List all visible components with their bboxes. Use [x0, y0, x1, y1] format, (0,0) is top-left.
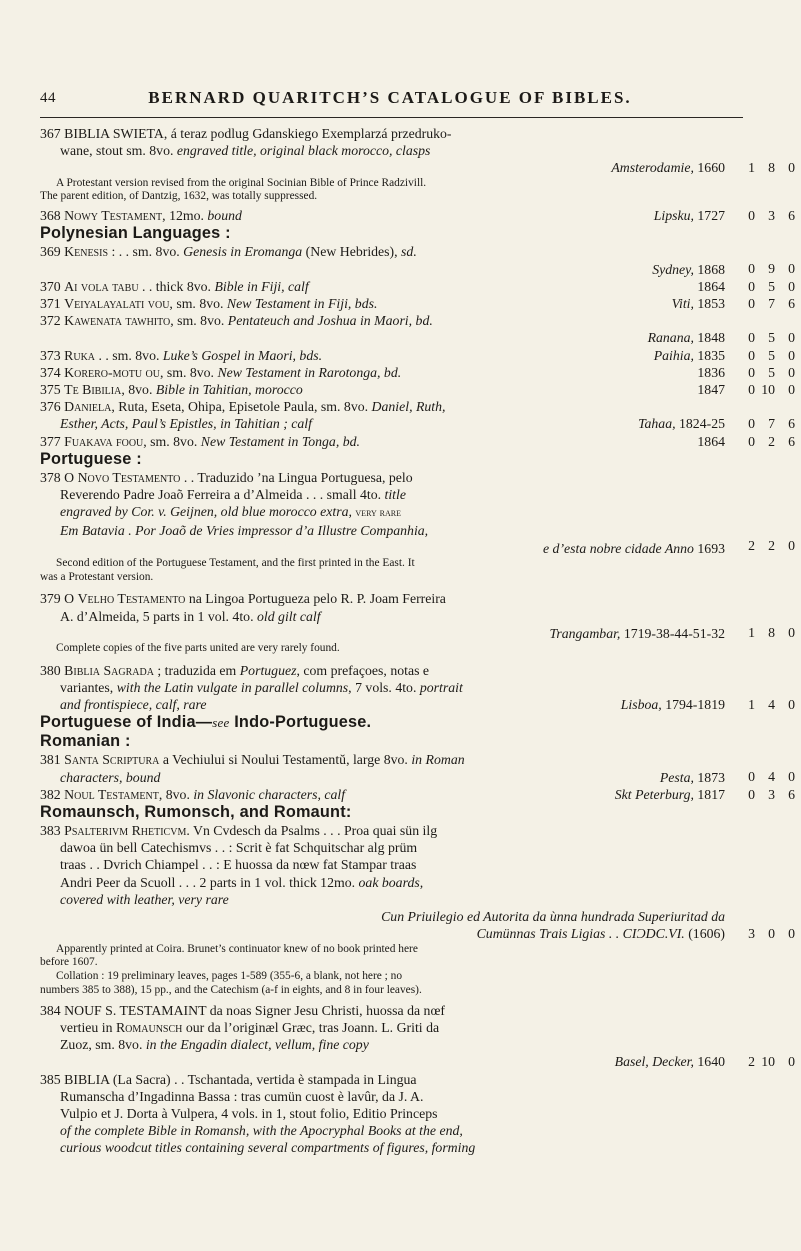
price — [735, 537, 795, 554]
text-run: 381 — [40, 752, 65, 768]
price-pence: 0 — [788, 696, 795, 712]
price-shillings: 3 — [768, 786, 775, 802]
text-run: 383 — [40, 823, 65, 839]
text-run: , sm. 8vo. — [143, 433, 201, 449]
entry-line — [40, 522, 725, 539]
entry-385 — [40, 1071, 795, 1157]
entry-line — [40, 295, 725, 312]
price-pence: 0 — [788, 382, 795, 398]
price — [735, 1053, 795, 1070]
text-run: oak boards, — [358, 874, 424, 890]
imprint-year: 1864 — [697, 278, 725, 294]
price — [735, 786, 795, 803]
text-run: a Vechiului si Noului Testamentŭ, large 8vo. — [159, 752, 412, 768]
see-reference: see — [212, 715, 230, 731]
text-run: Santa Scriptura — [64, 752, 160, 768]
text-run: 372 — [40, 313, 65, 329]
text-run: , com prefaçoes, notas e — [296, 662, 430, 678]
price-shillings: 2 — [768, 433, 775, 449]
price-pounds: 1 — [748, 696, 755, 712]
price — [735, 364, 795, 381]
text-run: Te Bibilia — [64, 382, 122, 398]
text-run: Fuakava foou — [64, 433, 144, 449]
price-shillings: 10 — [761, 1053, 775, 1069]
price — [735, 278, 795, 295]
entry-line — [40, 415, 725, 432]
imprint-place: Pesta, — [659, 769, 698, 785]
imprint-year: 1847 — [697, 382, 725, 398]
price-shillings: 5 — [768, 347, 775, 363]
section-heading: Romanian : — [40, 732, 131, 751]
section-heading — [40, 713, 795, 732]
text-run: in the Engadin dialect, vellum, fine copy — [145, 1037, 369, 1053]
price-shillings: 5 — [768, 330, 775, 346]
imprint-year: 1817 — [697, 786, 725, 802]
text-run: na Lingoa Portugueza pelo R. P. Joam Ferreira — [185, 591, 446, 607]
entry-imprint — [40, 261, 725, 278]
price — [735, 624, 795, 641]
entry-line: Vulpio et J. Dorta à Vulpera, 4 vols. in 1, stout folio, Editio Princeps — [60, 1105, 438, 1121]
text-run: ; traduzida em — [153, 662, 240, 678]
entry-367 — [40, 125, 795, 204]
text-run: Esther, Acts, Paul’s Epistles, in Tahitian ; calf — [60, 416, 312, 432]
price-pounds: 0 — [748, 261, 755, 277]
text-run: 380 — [40, 662, 65, 678]
text-run: in Slavonic characters, calf — [193, 786, 346, 802]
imprint-year: 1640 — [697, 1054, 725, 1070]
price-shillings: 0 — [768, 926, 775, 942]
text-run: Romaunsch — [115, 1019, 183, 1035]
entry-note: was a Protestant version. — [40, 570, 154, 583]
imprint-year: 1848 — [697, 330, 725, 346]
imprint-year: 1824-25 — [679, 416, 725, 432]
section-heading: Portuguese : — [40, 449, 142, 468]
imprint-year: 1719-38-44-51-32 — [623, 625, 725, 641]
price — [735, 207, 795, 224]
entry-line — [40, 679, 725, 696]
price-shillings: 7 — [768, 296, 775, 312]
text-run: Kawenata tawhito — [64, 313, 171, 329]
entry-373 — [40, 347, 795, 364]
imprint-year: 1868 — [697, 261, 725, 277]
price — [735, 295, 795, 312]
text-run: Novo Testamento — [77, 469, 181, 485]
text-run: 373 — [40, 347, 65, 363]
text-run: 371 — [40, 296, 65, 312]
running-head — [40, 88, 740, 114]
price-pounds: 0 — [748, 330, 755, 346]
text-run: Psalterivm Rheticvm — [64, 823, 187, 839]
text-run: , Ruta, Eseta, Ohipa, Episetole Paula, sm. 8vo. — [111, 399, 372, 415]
entry-line — [40, 312, 725, 329]
entry-line — [40, 751, 725, 768]
price-pence: 6 — [788, 433, 795, 449]
text-run: Ai vola tabu — [64, 278, 139, 294]
entry-line — [40, 486, 725, 503]
entry-line — [40, 398, 725, 415]
text-run: 368 — [40, 208, 65, 224]
entry-383 — [40, 822, 795, 998]
price — [735, 696, 795, 713]
price — [735, 159, 795, 176]
price — [735, 381, 795, 398]
text-run: Portuguez — [239, 662, 297, 678]
catalogue-body — [40, 125, 795, 1157]
text-run: in Roman — [411, 752, 465, 768]
price-pence: 0 — [788, 537, 795, 553]
text-run: Pentateuch and Joshua in Maori, bd. — [227, 313, 433, 329]
text-run: . . sm. 8vo. — [95, 347, 163, 363]
price-pence: 6 — [788, 416, 795, 432]
price-pounds: 0 — [748, 416, 755, 432]
text-run: , sm. 8vo. — [169, 296, 227, 312]
text-run: vertieu in — [60, 1019, 116, 1035]
text-run: and frontispiece, calf, rare — [60, 697, 207, 713]
price-pounds: 3 — [748, 926, 755, 942]
section-heading: Romaunsch, Rumonsch, and Romaunt: — [40, 803, 352, 822]
text-run: Korero-motu ou — [64, 364, 160, 380]
entry-line — [40, 1139, 725, 1156]
entry-line — [40, 608, 725, 625]
text-run: , 7 vols. 4to. — [348, 680, 420, 696]
text-run: 374 — [40, 364, 65, 380]
imprint-place: Skt Peterburg, — [614, 786, 698, 802]
text-run: Daniel, Ruth, — [371, 399, 446, 415]
text-run: A. d’Almeida, 5 parts in 1 vol. 4to. — [60, 608, 257, 624]
entry-imprint — [40, 625, 725, 642]
price-pounds: 0 — [748, 296, 755, 312]
text-run: 382 — [40, 786, 65, 802]
entry-imprint — [40, 540, 725, 557]
text-run: 375 — [40, 382, 65, 398]
text-run: Bible in Fiji, calf — [214, 278, 309, 294]
price-shillings: 9 — [768, 261, 775, 277]
text-run: , sm. 8vo. — [159, 364, 218, 380]
text-run: sd. — [401, 244, 417, 260]
entry-380 — [40, 662, 795, 714]
text-run: 370 — [40, 278, 65, 294]
entry-imprint — [40, 925, 725, 942]
imprint-place: e d’esta nobre cidade Anno — [542, 540, 698, 556]
entry-369 — [40, 243, 795, 277]
entry-imprint — [40, 159, 725, 176]
text-run: very rare — [355, 507, 401, 520]
price-pounds: 0 — [748, 347, 755, 363]
entry-378 — [40, 469, 795, 585]
entry-line — [40, 874, 725, 891]
entry-line — [40, 662, 725, 679]
imprint-place: Cun Priuilegio ed Autorita da ùnna hundrada Superiuritad da — [381, 909, 725, 925]
entry-line — [40, 1019, 725, 1036]
price — [735, 415, 795, 432]
text-run: Biblia Sagrada — [64, 662, 154, 678]
entry-382 — [40, 786, 795, 803]
entry-line — [40, 891, 725, 908]
text-run: Kenesis — [64, 244, 109, 260]
imprint-year: (1606) — [688, 926, 725, 942]
price-shillings: 5 — [768, 364, 775, 380]
text-run: Bible in Tahitian, morocco — [155, 382, 303, 398]
entry-line — [40, 696, 725, 713]
price-pence: 0 — [788, 625, 795, 641]
entry-374 — [40, 364, 795, 381]
imprint-year: 1836 — [697, 364, 725, 380]
entry-line — [40, 364, 725, 381]
price — [735, 433, 795, 450]
entry-imprint — [40, 1053, 725, 1070]
text-run: of the complete Bible in Romansh, with the Apocryphal Books at the end, — [60, 1123, 463, 1139]
imprint-year: 1835 — [697, 347, 725, 363]
entry-note: Collation : 19 preliminary leaves, pages 1-589 (355-6, a blank, not here ; no — [56, 970, 403, 983]
price-pence: 0 — [788, 1053, 795, 1069]
price-pence: 0 — [788, 330, 795, 346]
text-run: Daniela — [64, 399, 112, 415]
entry-line — [40, 786, 725, 803]
imprint-year: 1864 — [697, 433, 725, 449]
text-run: Genesis in Eromanga — [183, 244, 303, 260]
price-pounds: 0 — [748, 769, 755, 785]
text-run: wane, stout sm. 8vo. — [60, 143, 177, 159]
price-pence: 0 — [788, 278, 795, 294]
price-pence: 0 — [788, 160, 795, 175]
text-run: 378 O — [40, 469, 78, 485]
imprint-place: Lisboa, — [620, 697, 666, 713]
entry-381 — [40, 751, 795, 785]
price-pence: 0 — [788, 364, 795, 380]
price-pounds: 1 — [748, 160, 755, 175]
imprint-year: 1660 — [697, 160, 725, 176]
text-run: 376 — [40, 399, 65, 415]
text-run: bound — [207, 208, 242, 224]
text-run: portrait — [419, 680, 463, 696]
price-pence: 0 — [788, 347, 795, 363]
price-shillings: 4 — [768, 769, 775, 785]
entry-370 — [40, 278, 795, 295]
entry-line — [40, 469, 725, 486]
price-pounds: 2 — [748, 537, 755, 553]
price-shillings: 7 — [768, 416, 775, 432]
entry-376 — [40, 398, 795, 432]
price-pounds: 2 — [748, 1053, 755, 1069]
entry-371 — [40, 295, 795, 312]
imprint-year: 1853 — [697, 296, 725, 312]
text-run: Luke’s Gospel in Maori, bds. — [162, 347, 323, 363]
text-run: Noul Testament — [64, 786, 159, 802]
entry-line: 384 NOUF S. TESTAMAINT da noas Signer Jesu Christi, huossa da nœf — [40, 1002, 446, 1018]
price — [735, 260, 795, 277]
section-text: Portuguese of India— — [40, 713, 213, 732]
text-run: : . . sm. 8vo. — [108, 244, 184, 260]
text-run: , sm. 8vo. — [170, 313, 228, 329]
text-run: Em Batavia . Por Joaõ de Vries impressor d’a Illustre Companhia, — [60, 523, 429, 539]
price — [735, 768, 795, 785]
text-run: New Testament in Tonga, bd. — [200, 433, 360, 449]
price — [735, 925, 795, 942]
entry-line — [40, 1122, 725, 1139]
entry-note: A Protestant version revised from the original Socinian Bible of Prince Radzivill. — [56, 176, 427, 189]
entry-384 — [40, 1002, 795, 1071]
price-pence: 6 — [788, 208, 795, 224]
price-pounds: 0 — [748, 433, 755, 449]
price — [735, 347, 795, 364]
entry-line: traas . . Dvrich Chiampel . . : E huossa da nœw fat Stampar traas — [60, 857, 417, 873]
text-run: variantes, — [60, 680, 117, 696]
text-run: , 8vo. — [158, 786, 194, 802]
imprint-year: 1727 — [697, 208, 725, 224]
imprint-place: Basel, Decker, — [614, 1054, 698, 1070]
entry-line — [40, 822, 725, 839]
text-run: . Vn Cvdesch da Psalms . . . Proa quai sün ilg — [186, 823, 438, 839]
entry-note: The parent edition, of Dantzig, 1632, was totally suppressed. — [40, 190, 318, 203]
price-pence: 0 — [788, 926, 795, 942]
price-pounds: 0 — [748, 382, 755, 398]
text-run: Ruka — [64, 347, 96, 363]
entry-line — [40, 1036, 725, 1053]
text-run: New Testament in Fiji, bds. — [226, 296, 378, 312]
entry-line: 385 BIBLIA (La Sacra) . . Tschantada, vertida è stampada in Lingua — [40, 1071, 417, 1087]
price-shillings: 3 — [768, 208, 775, 224]
text-run: with the Latin vulgate in parallel columns — [116, 680, 349, 696]
text-run: our da l’originæl Græc, tras Joann. L. Griti da — [182, 1019, 440, 1035]
text-run: characters, bound — [60, 769, 161, 785]
entry-note: before 1607. — [40, 956, 98, 969]
text-run: Nowy Testament — [64, 208, 163, 224]
entry-line — [40, 207, 725, 224]
page-number: 44 — [40, 90, 56, 106]
imprint-year: 1794-1819 — [665, 697, 725, 713]
text-run: 377 — [40, 433, 65, 449]
entry-368 — [40, 207, 795, 224]
text-run: Velho Testamento — [77, 591, 186, 607]
section-heading: Polynesian Languages : — [40, 224, 231, 243]
price-pence: 0 — [788, 769, 795, 785]
imprint-place: Viti, — [671, 296, 698, 312]
text-run: . . thick 8vo. — [138, 278, 215, 294]
text-run: 369 — [40, 244, 65, 260]
entry-375 — [40, 381, 795, 398]
text-run: . . Traduzido ’na Lingua Portuguesa, pelo — [180, 469, 413, 485]
entry-line — [40, 381, 725, 398]
text-run: curious woodcut titles containing several compartments of figures, forming — [60, 1140, 476, 1156]
price-pounds: 0 — [748, 786, 755, 802]
text-run: Reverendo Padre Joaõ Ferreira a d’Almeida . . . small 4to. — [60, 487, 385, 503]
entry-note: Apparently printed at Coira. Brunet’s continuator knew of no book printed here — [56, 942, 418, 955]
entry-line: 367 BIBLIA SWIETA, á teraz podlug Gdanskiego Exemplarzá przedruko- — [40, 126, 452, 141]
imprint-place: Paihia, — [653, 347, 698, 363]
price-pounds: 0 — [748, 364, 755, 380]
price-shillings: 8 — [768, 160, 775, 175]
imprint-year: 1693 — [697, 540, 725, 556]
text-run: (New Hebrides), — [302, 244, 402, 260]
entry-line — [40, 590, 725, 607]
price-pence: 6 — [788, 786, 795, 802]
price-shillings: 5 — [768, 278, 775, 294]
price-pounds: 0 — [748, 208, 755, 224]
entry-379 — [40, 590, 795, 655]
entry-note: numbers 385 to 388), 15 pp., and the Catechism (a-f in eights, and 8 in four leaves). — [40, 983, 422, 996]
imprint-place: Amsterodamie, — [611, 160, 698, 176]
price-pence: 0 — [788, 261, 795, 277]
entry-line — [40, 769, 725, 786]
imprint-place: Tahaa, — [638, 416, 679, 432]
imprint-place: Trangambar, — [549, 625, 624, 641]
entry-imprint — [40, 329, 725, 346]
price-shillings: 2 — [768, 537, 775, 553]
entry-372 — [40, 312, 795, 346]
price-shillings: 4 — [768, 696, 775, 712]
text-run: Zuoz, sm. 8vo. — [60, 1037, 146, 1053]
imprint-place: Lipsku, — [653, 208, 698, 224]
entry-note: Second edition of the Portuguese Testament, and the first printed in the East. It — [56, 556, 415, 569]
entry-line — [40, 243, 725, 260]
text-run: title — [384, 487, 406, 503]
imprint-place: Cumünnas Trais Ligias . . CIƆDC.VI. — [476, 926, 689, 942]
text-run: covered with leather, very rare — [60, 891, 229, 907]
entry-line — [40, 142, 725, 159]
text-run: engraved title, original black morocco, clasps — [176, 143, 431, 159]
text-run: , 12mo. — [162, 208, 208, 224]
entry-377 — [40, 433, 795, 450]
text-run: Veiyalayalati vou — [64, 296, 170, 312]
price-shillings: 10 — [761, 382, 775, 398]
price-shillings: 8 — [768, 625, 775, 641]
price-pounds: 0 — [748, 278, 755, 294]
entry-line — [40, 433, 725, 450]
entry-line: Rumanscha d’Ingadinna Bassa : tras cumün cuost è lavûr, da J. A. — [60, 1088, 424, 1104]
imprint-year: 1873 — [697, 769, 725, 785]
header-rule — [40, 117, 743, 118]
text-run: New Testament in Rarotonga, bd. — [217, 364, 402, 380]
text-run: old gilt calf — [256, 608, 321, 624]
imprint-place: Ranana, — [647, 330, 698, 346]
imprint-place: Sydney, — [652, 261, 698, 277]
text-run: 379 O — [40, 591, 78, 607]
entry-line — [40, 347, 725, 364]
price-pounds: 1 — [748, 625, 755, 641]
entry-imprint — [40, 908, 725, 925]
text-run: , 8vo. — [121, 382, 156, 398]
entry-note: Complete copies of the five parts united are very rarely found. — [56, 642, 340, 655]
text-run: Andri Peer da Scuoll . . . 2 parts in 1 vol. thick 12mo. — [60, 874, 359, 890]
running-title: BERNARD QUARITCH’S CATALOGUE OF BIBLES. — [148, 88, 632, 107]
price — [735, 329, 795, 346]
entry-line — [40, 503, 725, 522]
price-pence: 6 — [788, 296, 795, 312]
cross-reference[interactable]: Indo-Portuguese. — [234, 713, 372, 732]
entry-line — [40, 278, 725, 295]
text-run: engraved by Cor. v. Geijnen, old blue morocco extra, — [60, 504, 356, 520]
entry-line: dawoa ün bell Catechismvs . . : Scrit è fat Schquitschar alg prüm — [60, 840, 418, 856]
